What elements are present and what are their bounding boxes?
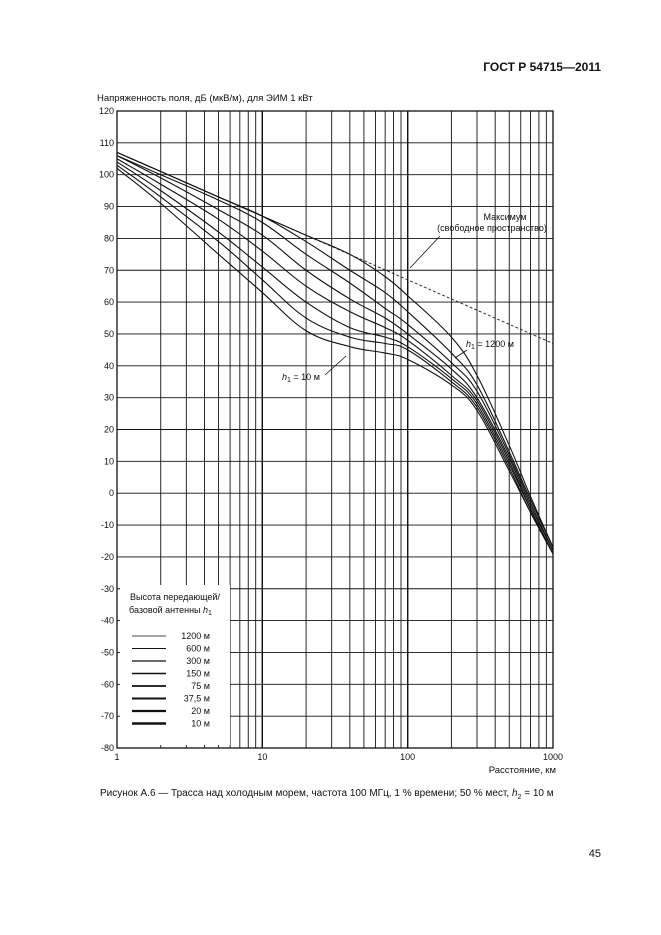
h-high-subscript: 1 bbox=[471, 344, 475, 351]
x-tick-label: 1000 bbox=[542, 752, 564, 762]
legend-label: 300 м bbox=[186, 656, 210, 666]
y-tick-label: 40 bbox=[103, 360, 114, 371]
document-standard-id: ГОСТ Р 54715—2011 bbox=[483, 60, 601, 74]
y-tick-label: 80 bbox=[103, 233, 114, 244]
y-tick-label: -60 bbox=[100, 679, 114, 690]
legend-label: 75 м bbox=[191, 681, 210, 691]
y-axis-label: Напряженность поля, дБ (мкВ/м), для ЭИМ 1 кВт bbox=[97, 93, 313, 104]
y-tick-label: 110 bbox=[99, 137, 114, 148]
h-low-subscript: 1 bbox=[287, 377, 291, 384]
h-low-value: = 10 м bbox=[290, 372, 320, 382]
y-tick-label: -70 bbox=[100, 711, 114, 722]
legend-label: 37,5 м bbox=[183, 693, 210, 704]
y-tick-label: 100 bbox=[98, 169, 114, 180]
legend-title-sub: 1 bbox=[208, 610, 212, 617]
caption-main: Рисунок А.6 — Трасса над холодным морем, частота 100 МГц, 1 % времени; 50 % мест, bbox=[100, 788, 512, 799]
legend-label: 600 м bbox=[186, 643, 210, 654]
max-annotation-line2: (свободное пространство) bbox=[437, 223, 547, 233]
caption-tail: = 10 м bbox=[521, 788, 554, 799]
y-tick-label: -40 bbox=[100, 615, 114, 626]
y-tick-label: 90 bbox=[103, 201, 114, 212]
y-tick-label: -50 bbox=[100, 647, 114, 658]
x-tick-label: 1 bbox=[114, 752, 120, 762]
x-tick-label: 10 bbox=[257, 752, 268, 762]
y-tick-label: -20 bbox=[100, 551, 114, 562]
y-tick-label: -80 bbox=[100, 743, 114, 753]
y-tick-label: 120 bbox=[98, 106, 114, 116]
y-tick-label: 50 bbox=[103, 328, 114, 339]
y-tick-label: 0 bbox=[108, 488, 114, 499]
page-number: 45 bbox=[588, 848, 601, 860]
legend bbox=[120, 585, 230, 745]
y-tick-label: 30 bbox=[103, 392, 114, 403]
legend-label: 10 м bbox=[191, 718, 210, 729]
x-tick-label: 100 bbox=[400, 752, 416, 762]
caption-h: h bbox=[511, 788, 518, 799]
legend-label: 20 м bbox=[191, 706, 210, 716]
x-axis-label: Расстояние, км bbox=[488, 765, 556, 776]
caption-subscript: 2 bbox=[517, 794, 522, 801]
y-tick-label: 70 bbox=[103, 265, 114, 276]
legend-title-line1: Высота передающей/ bbox=[130, 592, 220, 602]
legend-label: 150 м bbox=[186, 668, 210, 679]
max-annotation-line1: Максимум bbox=[483, 212, 527, 222]
y-tick-label: -30 bbox=[100, 583, 114, 594]
y-tick-label: 20 bbox=[103, 424, 114, 435]
h-low-symbol: h bbox=[282, 372, 288, 382]
h-high-value: = 1200 м bbox=[474, 339, 514, 349]
legend-title-h: h bbox=[203, 605, 209, 615]
y-tick-label: 60 bbox=[103, 297, 114, 308]
legend-label: 1200 м bbox=[181, 631, 210, 641]
h-high-symbol: h bbox=[466, 339, 472, 349]
figure-caption bbox=[100, 788, 554, 801]
y-tick-label: -10 bbox=[100, 520, 114, 531]
y-tick-label: 10 bbox=[103, 456, 114, 467]
legend-title-line2: базовой антенны bbox=[129, 605, 204, 615]
